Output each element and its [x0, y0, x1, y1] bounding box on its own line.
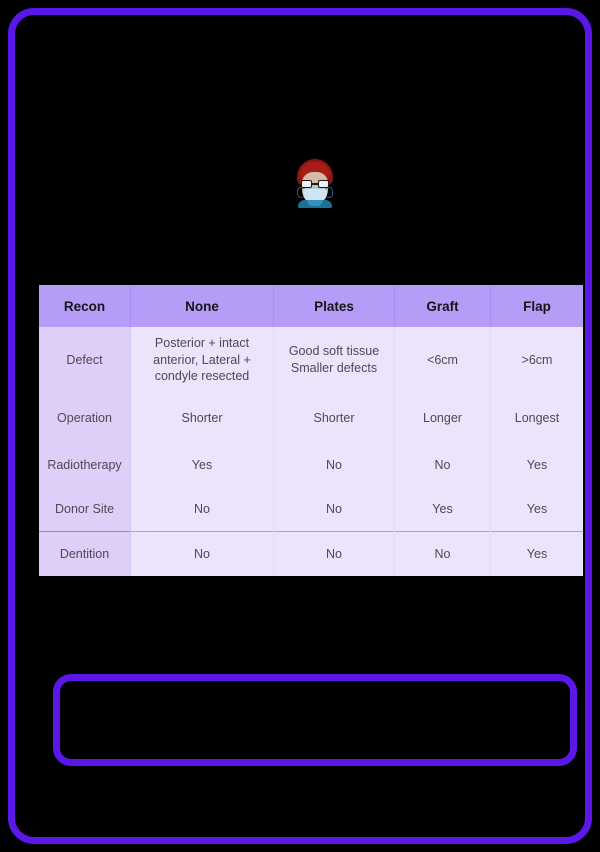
table-row	[39, 393, 583, 443]
table-row	[39, 443, 583, 487]
cell-donor-site-flap: Yes	[491, 487, 584, 532]
table-row	[39, 327, 583, 393]
slide-frame	[8, 8, 592, 844]
avatar-lens-right-icon	[318, 180, 329, 188]
cell-defect-plates: Good soft tissue Smaller defects	[274, 327, 395, 393]
table-header-row	[39, 285, 583, 327]
caption-placeholder[interactable]	[53, 674, 577, 766]
table-row	[39, 487, 583, 532]
cell-radiotherapy-plates: No	[274, 443, 395, 487]
cell-operation-none: Shorter	[131, 393, 274, 443]
cell-dentition-none: No	[131, 532, 274, 577]
presenter-avatar-container	[15, 148, 600, 218]
cell-dentition-graft: No	[395, 532, 491, 577]
cell-defect-none: Posterior + intact anterior, Lateral + condyle resected	[131, 327, 274, 393]
avatar-glasses-icon	[300, 180, 330, 188]
table-row	[39, 532, 583, 577]
reconstruction-comparison-table	[39, 285, 583, 576]
cell-donor-site-none: No	[131, 487, 274, 532]
row-header-donor-site: Donor Site	[39, 487, 131, 532]
cell-operation-flap: Longest	[491, 393, 584, 443]
cell-dentition-plates: No	[274, 532, 395, 577]
avatar-lens-left-icon	[301, 180, 312, 188]
row-header-defect: Defect	[39, 327, 131, 393]
table-header	[39, 285, 583, 327]
reconstruction-comparison-table-wrapper	[39, 285, 579, 576]
row-header-radiotherapy: Radiotherapy	[39, 443, 131, 487]
cell-radiotherapy-flap: Yes	[491, 443, 584, 487]
column-header-plates: Plates	[274, 285, 395, 327]
row-header-dentition: Dentition	[39, 532, 131, 577]
column-header-recon: Recon	[39, 285, 131, 327]
cell-radiotherapy-graft: No	[395, 443, 491, 487]
cell-operation-plates: Shorter	[274, 393, 395, 443]
table-body	[39, 327, 583, 576]
cell-operation-graft: Longer	[395, 393, 491, 443]
cell-defect-graft: <6cm	[395, 327, 491, 393]
presenter-avatar	[296, 159, 334, 207]
cell-dentition-flap: Yes	[491, 532, 584, 577]
column-header-none: None	[131, 285, 274, 327]
cell-donor-site-graft: Yes	[395, 487, 491, 532]
column-header-flap: Flap	[491, 285, 584, 327]
column-header-graft: Graft	[395, 285, 491, 327]
cell-donor-site-plates: No	[274, 487, 395, 532]
row-header-operation: Operation	[39, 393, 131, 443]
cell-defect-flap: >6cm	[491, 327, 584, 393]
cell-radiotherapy-none: Yes	[131, 443, 274, 487]
